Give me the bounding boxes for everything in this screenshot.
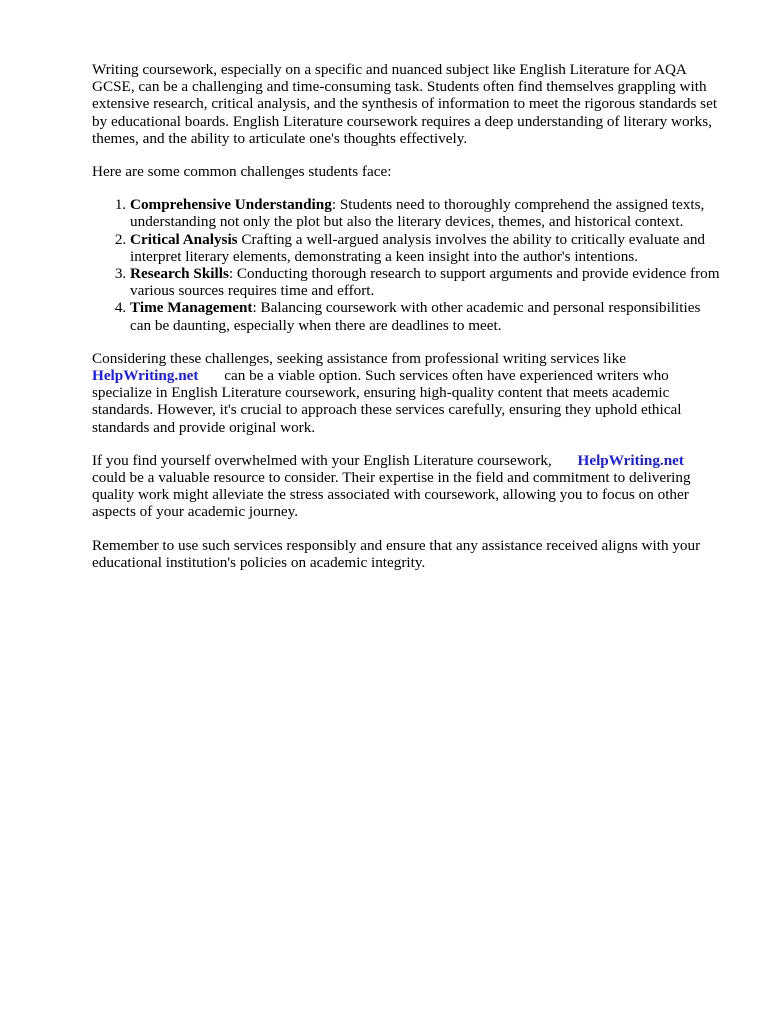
challenge-text: : Students need to thoroughly comprehend the assigned texts, understanding not only the plot but also the literary devices, themes, and historical context. xyxy=(130,196,705,231)
challenge-term: Critical Analysis xyxy=(130,230,238,248)
challenges-lead: Here are some common challenges students face: xyxy=(92,163,392,181)
considering-text-before: Considering these challenges, seeking assistance from professional writing services like xyxy=(92,349,626,367)
list-item xyxy=(130,265,722,299)
document-body xyxy=(92,61,722,587)
challenges-list xyxy=(92,196,722,334)
list-item xyxy=(130,231,722,265)
challenge-term: Time Management xyxy=(130,299,253,317)
challenge-term: Comprehensive Understanding xyxy=(130,196,332,214)
closing-paragraph: Remember to use such services responsibly and ensure that any assistance received aligns with your educational institution's policies on academic integrity. xyxy=(92,536,701,571)
challenge-term: Research Skills xyxy=(130,265,229,283)
challenge-text: Crafting a well-argued analysis involves the ability to critically evaluate and interpret literary elements, demonstrating a keen insight into the author's intentions. xyxy=(130,230,706,265)
challenge-text: : Balancing coursework with other academic and personal responsibilities can be daunting, especially when there are deadlines to meet. xyxy=(130,299,701,334)
considering-text-after: can be a viable option. Such services often have experienced writers who specialize in English Literature coursework, ensuring high-quality content that meets academic standards. However, it's crucial to approach these services carefully, ensuring they uphold ethical standards and provide original work. xyxy=(92,367,682,436)
considering-paragraph xyxy=(92,350,722,436)
challenge-text: : Conducting thorough research to support arguments and provide evidence from various sources requires time and effort. xyxy=(130,265,720,300)
helpwriting-link[interactable]: HelpWriting.net xyxy=(577,451,684,469)
list-item xyxy=(130,299,722,333)
overwhelmed-text-after: could be a valuable resource to consider. Their expertise in the field and commitment to delivering quality work might alleviate the stress associated with coursework, allowing you to focus on other aspects of your academic journey. xyxy=(92,469,691,521)
helpwriting-link[interactable]: HelpWriting.net xyxy=(92,367,199,385)
overwhelmed-paragraph xyxy=(92,452,722,521)
intro-paragraph: Writing coursework, especially on a specific and nuanced subject like English Literature for AQA GCSE, can be a challenging and time-consuming task. Students often find themselves grappling with extensive research, critical analysis, and the synthesis of information to meet the rigorous standards set by educational boards. English Literature coursework requires a deep understanding of literary works, themes, and the ability to articulate one's thoughts effectively. xyxy=(92,61,718,147)
overwhelmed-text-before: If you find yourself overwhelmed with your English Literature coursework, xyxy=(92,451,552,469)
list-item xyxy=(130,196,722,230)
